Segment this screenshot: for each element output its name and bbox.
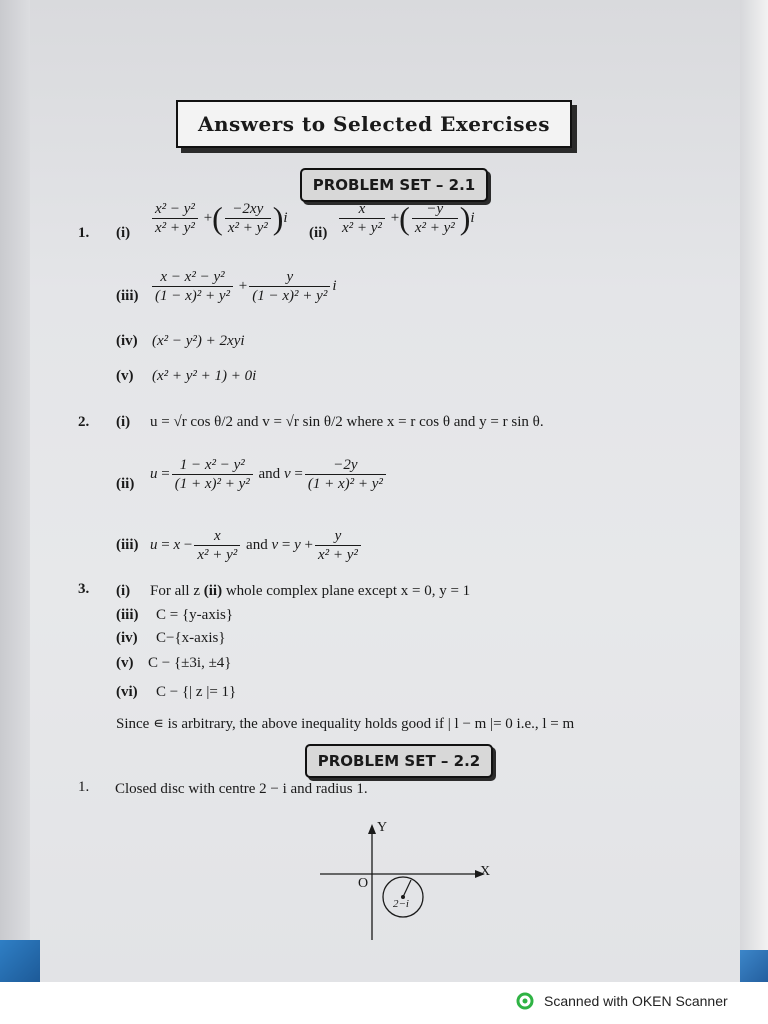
x-axis-label: X: [480, 864, 491, 879]
fraction-numerator: y: [249, 268, 330, 287]
question-number: 2.: [78, 414, 90, 430]
fraction-numerator: 1 − x² − y²: [172, 456, 253, 475]
fraction-numerator: −2y: [305, 456, 386, 475]
disc-diagram: [310, 820, 510, 950]
answer-1-v: (x² + y² + 1) + 0i: [152, 368, 257, 384]
answer-1-iv: (x² − y²) + 2xyi: [152, 333, 245, 349]
fraction-denominator: x² + y²: [155, 220, 195, 236]
part-label: (ii): [116, 476, 135, 492]
page-left-edge: [0, 0, 30, 982]
centre-label: 2−i: [393, 898, 409, 910]
fraction-denominator: x² + y²: [197, 547, 238, 563]
part-label: (i): [116, 225, 131, 241]
fraction-denominator: (1 − x)² + y²: [155, 288, 231, 304]
part-label: (vi): [116, 684, 138, 700]
fraction-denominator: (1 + x)² + y²: [174, 476, 250, 492]
part-label: (v): [116, 655, 134, 671]
answer-ps2-1: Closed disc with centre 2 − i and radius 1.: [115, 781, 368, 797]
fraction-denominator: x² + y²: [227, 220, 268, 236]
answer-1-ii: $\frac{x}{\text{x² + y²}}$ +( $\frac{-y}{\text{x² + y²}}$ )i: [337, 200, 475, 237]
page-right-edge: [740, 0, 768, 982]
radius-line: [403, 880, 411, 897]
y-axis-arrow: [368, 824, 376, 834]
fraction-numerator: x² − y²: [152, 200, 198, 219]
oken-logo-icon: [516, 992, 534, 1010]
part-label: (iv): [116, 630, 138, 646]
answer-3-v: C − {±3i, ±4}: [148, 655, 232, 671]
question-number: 1.: [78, 779, 90, 795]
y-axis-label: Y: [377, 820, 388, 835]
answer-3-i: [150, 583, 470, 600]
scanner-watermark: [516, 990, 728, 1012]
problem-set-2-1-heading: PROBLEM SET – 2.1: [300, 168, 488, 202]
part-label: (i): [116, 414, 131, 430]
background-corner: [0, 940, 40, 982]
fraction-denominator: (1 − x)² + y²: [252, 288, 328, 304]
problem-set-2-2-heading: PROBLEM SET – 2.2: [305, 744, 493, 778]
part-label: (v): [116, 368, 134, 384]
part-label: (iii): [116, 288, 139, 304]
part-label: (ii): [203, 583, 223, 599]
answer-2-iii: u = x − $\frac{x}{\text{x² + y²}}$ and v = y + $\frac{y}{\text{x² + y²}}$: [150, 527, 363, 564]
part-label: (i): [116, 583, 131, 599]
fraction-denominator: x² + y²: [414, 220, 455, 236]
fraction-numerator: −y: [412, 200, 458, 219]
page-title: Answers to Selected Exercises: [176, 100, 572, 148]
answer-3-since: Since ∊ is arbitrary, the above inequality holds good if | l − m |= 0 i.e., l = m: [116, 716, 575, 732]
answer-2-i: u = √r cos θ/2 and v = √r sin θ/2 where x = r cos θ and y = r sin θ.: [150, 414, 544, 430]
answer-2-ii: u = $\frac{\text{1 − x² − y²}}{\text{(1 + x)² + y²}}$ and v = $\frac{-2y}{\text{(1 + x)² + y²}}$: [150, 456, 388, 493]
part-label: (ii): [309, 225, 328, 241]
part-label: (iii): [116, 537, 139, 553]
fraction-numerator: x: [194, 527, 240, 546]
answer-3-vi: C − {| z |= 1}: [156, 684, 237, 700]
fraction-denominator: x² + y²: [318, 547, 358, 563]
answer-3-iv: C−{x-axis}: [156, 630, 226, 646]
answer-1-i: $\frac{\text{x² − y²}}{\text{x² + y²}}$ +( $\frac{-2xy}{\text{x² + y²}}$ )i: [150, 200, 288, 237]
complex-plane-figure: [310, 820, 510, 950]
fraction-numerator: y: [315, 527, 361, 546]
question-number: 3.: [78, 581, 90, 597]
scanner-text: Scanned with OKEN Scanner: [544, 993, 728, 1009]
fraction-denominator: (1 + x)² + y²: [307, 476, 383, 492]
fraction-denominator: x² + y²: [342, 220, 382, 236]
fraction-numerator: x: [339, 200, 385, 219]
part-label: (iv): [116, 333, 138, 349]
answer-3-ii-text: whole complex plane except x = 0, y = 1: [225, 583, 471, 599]
background-corner-right: [740, 950, 768, 982]
answer-3-iii: C = {y-axis}: [156, 607, 234, 623]
fraction-numerator: x − x² − y²: [152, 268, 233, 287]
part-label: (iii): [116, 607, 139, 623]
fraction-numerator: −2xy: [225, 200, 271, 219]
answer-3-i-text: For all z: [150, 583, 200, 599]
origin-label: O: [358, 876, 369, 891]
question-number: 1.: [78, 225, 90, 241]
answer-1-iii: $\frac{\text{x − x² − y²}}{\text{(1 − x)² + y²}}$ + $\frac{y}{\text{(1 − x)² + y²}}$ i: [150, 268, 336, 305]
